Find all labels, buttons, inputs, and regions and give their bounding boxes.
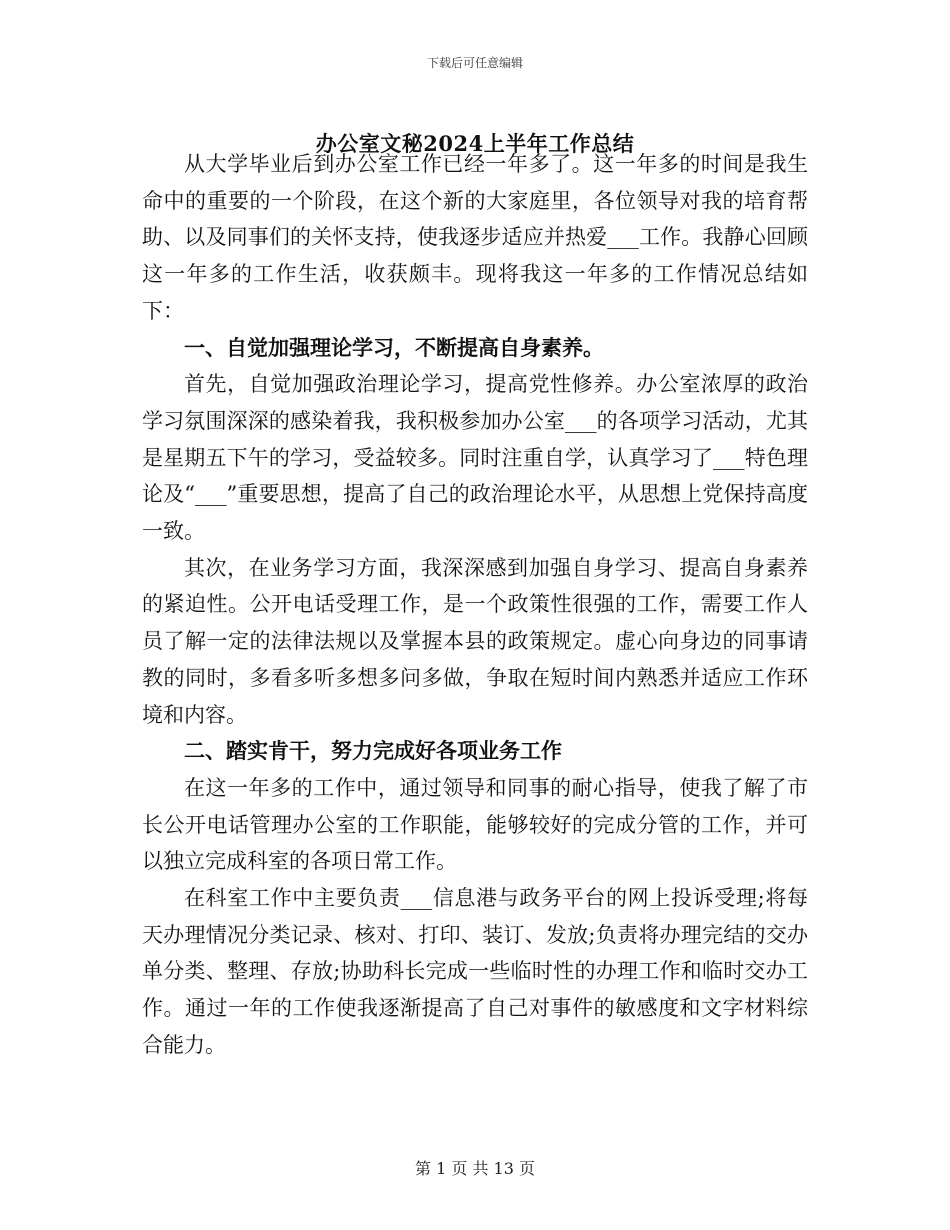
paragraph-business-study: 其次，在业务学习方面，我深深感到加强自身学习、提高自身素养的紧迫性。公开电话受理工作，是一个政策性很强的工作，需要工作人员了解一定的法律法规以及掌握本县的政策规定。虚心向身边的同事请教的同时，多看多听多想多问多做，争取在短时间内熟悉并适应工作环境和内容。 [142, 555, 808, 727]
paragraph-work-guidance: 在这一年多的工作中，通过领导和同事的耐心指导，使我了解了市长公开电话管理办公室的工作职能，能够较好的完成分管的工作，并可以独立完成科室的各项日常工作。 [142, 775, 808, 874]
section-heading-1: 一、自觉加强理论学习，不断提高自身素养。 [184, 334, 604, 360]
document-body [142, 146, 808, 1064]
paragraph-political-study: 首先，自觉加强政治理论学习，提高党性修养。办公室浓厚的政治学习氛围深深的感染着我，我积极参加办公室___的各项学习活动，尤其是星期五下午的学习，受益较多。同时注重自学，认真学习了___特色理论及“___”重要思想，提高了自己的政治理论水平，从思想上党保持高度一致。 [142, 372, 808, 544]
header-note: 下载后可任意编辑 [426, 56, 523, 70]
section-heading-2: 二、踏实肯干，努力完成好各项业务工作 [184, 738, 562, 764]
page-number-footer: 第 1 页 共 13 页 [415, 1159, 535, 1178]
paragraph-intro: 从大学毕业后到办公室工作已经一年多了。这一年多的时间是我生命中的重要的一个阶段，在这个新的大家庭里，各位领导对我的培育帮助、以及同事们的关怀支持，使我逐步适应并热爱___工作。我静心回顾这一年多的工作生活，收获颇丰。现将我这一年多的工作情况总结如下： [142, 152, 808, 323]
document-title: 办公室文秘2024上半年工作总结 [315, 131, 635, 157]
paragraph-responsibilities: 在科室工作中主要负责___信息港与政务平台的网上投诉受理;将每天办理情况分类记录、核对、打印、装订、发放;负责将办理完结的交办单分类、整理、存放;协助科长完成一些临时性的办理工作和临时交办工作。通过一年的工作使我逐渐提高了自己对事件的敏感度和文字材料综合能力。 [142, 886, 808, 1057]
